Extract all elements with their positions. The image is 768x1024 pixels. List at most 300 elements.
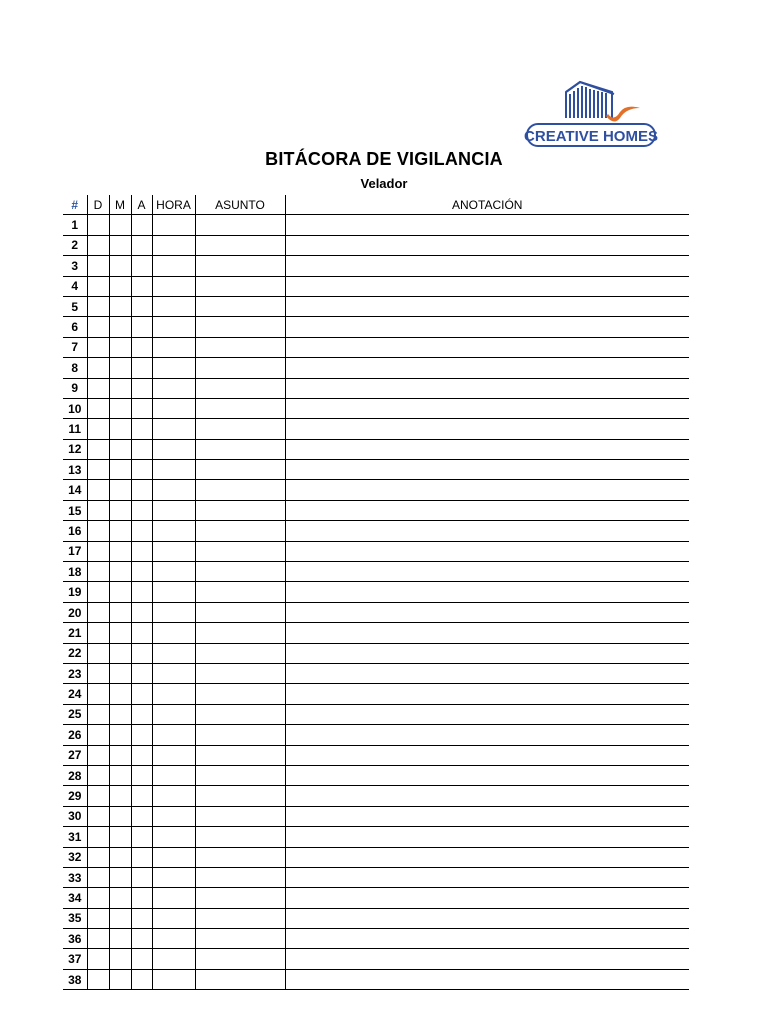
year-cell[interactable] [131, 765, 152, 785]
row-number: 2 [63, 235, 87, 255]
month-cell[interactable] [109, 215, 131, 235]
day-cell[interactable] [87, 358, 109, 378]
month-cell[interactable] [109, 827, 131, 847]
day-cell[interactable] [87, 786, 109, 806]
month-cell[interactable] [109, 500, 131, 520]
year-cell[interactable] [131, 317, 152, 337]
row-number: 16 [63, 521, 87, 541]
month-cell[interactable] [109, 256, 131, 276]
time-cell[interactable] [152, 623, 195, 643]
month-cell[interactable] [109, 969, 131, 989]
subject-cell[interactable] [195, 419, 285, 439]
subject-cell[interactable] [195, 317, 285, 337]
note-cell[interactable] [285, 480, 689, 500]
table-row [63, 867, 689, 887]
time-cell[interactable] [152, 358, 195, 378]
subject-cell[interactable] [195, 684, 285, 704]
note-cell[interactable] [285, 439, 689, 459]
day-cell[interactable] [87, 806, 109, 826]
row-number: 24 [63, 684, 87, 704]
month-cell[interactable] [109, 337, 131, 357]
month-cell[interactable] [109, 786, 131, 806]
document-subtitle: Velador [360, 176, 408, 191]
row-number: 8 [63, 358, 87, 378]
table-row [63, 847, 689, 867]
table-row [63, 317, 689, 337]
note-cell[interactable] [285, 296, 689, 316]
year-cell[interactable] [131, 623, 152, 643]
day-cell[interactable] [87, 827, 109, 847]
day-cell[interactable] [87, 969, 109, 989]
subject-cell[interactable] [195, 235, 285, 255]
table-row [63, 704, 689, 724]
day-cell[interactable] [87, 643, 109, 663]
time-cell[interactable] [152, 562, 195, 582]
month-cell[interactable] [109, 358, 131, 378]
table-row [63, 419, 689, 439]
day-cell[interactable] [87, 704, 109, 724]
time-cell[interactable] [152, 215, 195, 235]
year-cell[interactable] [131, 582, 152, 602]
time-cell[interactable] [152, 541, 195, 561]
header-time: HORA [152, 195, 195, 215]
note-cell[interactable] [285, 827, 689, 847]
year-cell[interactable] [131, 663, 152, 683]
note-cell[interactable] [285, 500, 689, 520]
year-cell[interactable] [131, 969, 152, 989]
day-cell[interactable] [87, 500, 109, 520]
time-cell[interactable] [152, 460, 195, 480]
note-cell[interactable] [285, 867, 689, 887]
time-cell[interactable] [152, 929, 195, 949]
day-cell[interactable] [87, 745, 109, 765]
month-cell[interactable] [109, 765, 131, 785]
subject-cell[interactable] [195, 663, 285, 683]
month-cell[interactable] [109, 398, 131, 418]
day-cell[interactable] [87, 317, 109, 337]
day-cell[interactable] [87, 276, 109, 296]
row-number: 31 [63, 827, 87, 847]
day-cell[interactable] [87, 908, 109, 928]
row-number: 38 [63, 969, 87, 989]
month-cell[interactable] [109, 378, 131, 398]
note-cell[interactable] [285, 684, 689, 704]
time-cell[interactable] [152, 378, 195, 398]
month-cell[interactable] [109, 745, 131, 765]
day-cell[interactable] [87, 296, 109, 316]
table-row [63, 725, 689, 745]
row-number: 27 [63, 745, 87, 765]
year-cell[interactable] [131, 296, 152, 316]
time-cell[interactable] [152, 908, 195, 928]
day-cell[interactable] [87, 867, 109, 887]
row-number: 22 [63, 643, 87, 663]
row-number: 17 [63, 541, 87, 561]
row-number: 36 [63, 929, 87, 949]
day-cell[interactable] [87, 888, 109, 908]
row-number: 18 [63, 562, 87, 582]
note-cell[interactable] [285, 276, 689, 296]
row-number: 21 [63, 623, 87, 643]
month-cell[interactable] [109, 725, 131, 745]
year-cell[interactable] [131, 460, 152, 480]
table-row [63, 765, 689, 785]
note-cell[interactable] [285, 847, 689, 867]
table-row [63, 276, 689, 296]
time-cell[interactable] [152, 419, 195, 439]
day-cell[interactable] [87, 847, 109, 867]
row-number: 12 [63, 439, 87, 459]
note-cell[interactable] [285, 623, 689, 643]
subject-cell[interactable] [195, 521, 285, 541]
subject-cell[interactable] [195, 337, 285, 357]
year-cell[interactable] [131, 745, 152, 765]
time-cell[interactable] [152, 500, 195, 520]
year-cell[interactable] [131, 929, 152, 949]
table-row [63, 827, 689, 847]
time-cell[interactable] [152, 725, 195, 745]
day-cell[interactable] [87, 602, 109, 622]
time-cell[interactable] [152, 317, 195, 337]
note-cell[interactable] [285, 562, 689, 582]
note-cell[interactable] [285, 786, 689, 806]
time-cell[interactable] [152, 337, 195, 357]
table-row [63, 949, 689, 969]
subject-cell[interactable] [195, 888, 285, 908]
month-cell[interactable] [109, 949, 131, 969]
year-cell[interactable] [131, 500, 152, 520]
day-cell[interactable] [87, 929, 109, 949]
time-cell[interactable] [152, 439, 195, 459]
row-number: 30 [63, 806, 87, 826]
table-row [63, 643, 689, 663]
time-cell[interactable] [152, 745, 195, 765]
note-cell[interactable] [285, 949, 689, 969]
subject-cell[interactable] [195, 623, 285, 643]
month-cell[interactable] [109, 562, 131, 582]
time-cell[interactable] [152, 704, 195, 724]
day-cell[interactable] [87, 439, 109, 459]
time-cell[interactable] [152, 827, 195, 847]
month-cell[interactable] [109, 541, 131, 561]
table-row [63, 358, 689, 378]
subject-cell[interactable] [195, 847, 285, 867]
year-cell[interactable] [131, 827, 152, 847]
month-cell[interactable] [109, 908, 131, 928]
note-cell[interactable] [285, 317, 689, 337]
note-cell[interactable] [285, 215, 689, 235]
day-cell[interactable] [87, 949, 109, 969]
day-cell[interactable] [87, 663, 109, 683]
year-cell[interactable] [131, 276, 152, 296]
year-cell[interactable] [131, 562, 152, 582]
table-row [63, 439, 689, 459]
note-cell[interactable] [285, 337, 689, 357]
table-row [63, 806, 689, 826]
time-cell[interactable] [152, 806, 195, 826]
subject-cell[interactable] [195, 765, 285, 785]
table-row [63, 663, 689, 683]
subject-cell[interactable] [195, 867, 285, 887]
document-title: BITÁCORA DE VIGILANCIA [265, 149, 503, 169]
table-row [63, 480, 689, 500]
year-cell[interactable] [131, 867, 152, 887]
table-row [63, 888, 689, 908]
year-cell[interactable] [131, 704, 152, 724]
day-cell[interactable] [87, 582, 109, 602]
row-number: 3 [63, 256, 87, 276]
table-row [63, 745, 689, 765]
log-table [63, 195, 689, 990]
table-row [63, 786, 689, 806]
month-cell[interactable] [109, 663, 131, 683]
day-cell[interactable] [87, 562, 109, 582]
note-cell[interactable] [285, 521, 689, 541]
time-cell[interactable] [152, 684, 195, 704]
month-cell[interactable] [109, 806, 131, 826]
day-cell[interactable] [87, 419, 109, 439]
time-cell[interactable] [152, 582, 195, 602]
note-cell[interactable] [285, 541, 689, 561]
day-cell[interactable] [87, 256, 109, 276]
month-cell[interactable] [109, 623, 131, 643]
time-cell[interactable] [152, 888, 195, 908]
note-cell[interactable] [285, 460, 689, 480]
time-cell[interactable] [152, 256, 195, 276]
header-number: # [63, 195, 87, 215]
row-number: 6 [63, 317, 87, 337]
year-cell[interactable] [131, 725, 152, 745]
row-number: 11 [63, 419, 87, 439]
row-number: 1 [63, 215, 87, 235]
year-cell[interactable] [131, 358, 152, 378]
time-cell[interactable] [152, 786, 195, 806]
header-year: A [131, 195, 152, 215]
subject-cell[interactable] [195, 908, 285, 928]
note-cell[interactable] [285, 745, 689, 765]
time-cell[interactable] [152, 398, 195, 418]
subject-cell[interactable] [195, 786, 285, 806]
subject-cell[interactable] [195, 378, 285, 398]
table-row [63, 929, 689, 949]
day-cell[interactable] [87, 541, 109, 561]
subject-cell[interactable] [195, 969, 285, 989]
row-number: 10 [63, 398, 87, 418]
time-cell[interactable] [152, 867, 195, 887]
subject-cell[interactable] [195, 296, 285, 316]
year-cell[interactable] [131, 908, 152, 928]
day-cell[interactable] [87, 684, 109, 704]
note-cell[interactable] [285, 582, 689, 602]
note-cell[interactable] [285, 235, 689, 255]
creative-homes-logo [522, 78, 660, 150]
subject-cell[interactable] [195, 276, 285, 296]
row-number: 35 [63, 908, 87, 928]
year-cell[interactable] [131, 256, 152, 276]
time-cell[interactable] [152, 847, 195, 867]
month-cell[interactable] [109, 317, 131, 337]
row-number: 26 [63, 725, 87, 745]
table-row [63, 623, 689, 643]
table-row [63, 562, 689, 582]
year-cell[interactable] [131, 602, 152, 622]
subject-cell[interactable] [195, 745, 285, 765]
month-cell[interactable] [109, 235, 131, 255]
month-cell[interactable] [109, 582, 131, 602]
note-cell[interactable] [285, 908, 689, 928]
note-cell[interactable] [285, 806, 689, 826]
subject-cell[interactable] [195, 541, 285, 561]
month-cell[interactable] [109, 684, 131, 704]
year-cell[interactable] [131, 480, 152, 500]
time-cell[interactable] [152, 663, 195, 683]
month-cell[interactable] [109, 929, 131, 949]
note-cell[interactable] [285, 663, 689, 683]
month-cell[interactable] [109, 460, 131, 480]
year-cell[interactable] [131, 541, 152, 561]
subject-cell[interactable] [195, 929, 285, 949]
note-cell[interactable] [285, 704, 689, 724]
note-cell[interactable] [285, 602, 689, 622]
table-row [63, 398, 689, 418]
month-cell[interactable] [109, 439, 131, 459]
month-cell[interactable] [109, 704, 131, 724]
month-cell[interactable] [109, 888, 131, 908]
subject-cell[interactable] [195, 256, 285, 276]
month-cell[interactable] [109, 521, 131, 541]
note-cell[interactable] [285, 256, 689, 276]
year-cell[interactable] [131, 949, 152, 969]
subject-cell[interactable] [195, 827, 285, 847]
note-cell[interactable] [285, 398, 689, 418]
day-cell[interactable] [87, 460, 109, 480]
day-cell[interactable] [87, 398, 109, 418]
note-cell[interactable] [285, 888, 689, 908]
subject-cell[interactable] [195, 643, 285, 663]
subject-cell[interactable] [195, 562, 285, 582]
row-number: 19 [63, 582, 87, 602]
subject-cell[interactable] [195, 460, 285, 480]
time-cell[interactable] [152, 602, 195, 622]
note-cell[interactable] [285, 419, 689, 439]
header-note: ANOTACIÓN [285, 195, 689, 215]
subject-cell[interactable] [195, 215, 285, 235]
table-row [63, 378, 689, 398]
year-cell[interactable] [131, 521, 152, 541]
year-cell[interactable] [131, 215, 152, 235]
note-cell[interactable] [285, 969, 689, 989]
subject-cell[interactable] [195, 358, 285, 378]
header-month: M [109, 195, 131, 215]
subject-cell[interactable] [195, 949, 285, 969]
month-cell[interactable] [109, 276, 131, 296]
day-cell[interactable] [87, 235, 109, 255]
time-cell[interactable] [152, 765, 195, 785]
day-cell[interactable] [87, 765, 109, 785]
subject-cell[interactable] [195, 439, 285, 459]
year-cell[interactable] [131, 684, 152, 704]
year-cell[interactable] [131, 235, 152, 255]
row-number: 5 [63, 296, 87, 316]
year-cell[interactable] [131, 888, 152, 908]
day-cell[interactable] [87, 725, 109, 745]
year-cell[interactable] [131, 378, 152, 398]
year-cell[interactable] [131, 786, 152, 806]
time-cell[interactable] [152, 643, 195, 663]
note-cell[interactable] [285, 765, 689, 785]
row-number: 28 [63, 765, 87, 785]
day-cell[interactable] [87, 623, 109, 643]
table-row [63, 215, 689, 235]
header-subject: ASUNTO [195, 195, 285, 215]
day-cell[interactable] [87, 480, 109, 500]
month-cell[interactable] [109, 643, 131, 663]
subject-cell[interactable] [195, 500, 285, 520]
subject-cell[interactable] [195, 806, 285, 826]
time-cell[interactable] [152, 276, 195, 296]
year-cell[interactable] [131, 337, 152, 357]
month-cell[interactable] [109, 419, 131, 439]
year-cell[interactable] [131, 439, 152, 459]
table-row [63, 541, 689, 561]
subject-cell[interactable] [195, 480, 285, 500]
time-cell[interactable] [152, 480, 195, 500]
time-cell[interactable] [152, 969, 195, 989]
note-cell[interactable] [285, 725, 689, 745]
time-cell[interactable] [152, 296, 195, 316]
year-cell[interactable] [131, 847, 152, 867]
year-cell[interactable] [131, 643, 152, 663]
subject-cell[interactable] [195, 582, 285, 602]
subject-cell[interactable] [195, 704, 285, 724]
time-cell[interactable] [152, 235, 195, 255]
year-cell[interactable] [131, 398, 152, 418]
table-row [63, 296, 689, 316]
svg-text:CREATIVE HOMES: CREATIVE HOMES [524, 128, 658, 145]
year-cell[interactable] [131, 806, 152, 826]
row-number: 25 [63, 704, 87, 724]
row-number: 32 [63, 847, 87, 867]
month-cell[interactable] [109, 847, 131, 867]
table-row [63, 684, 689, 704]
year-cell[interactable] [131, 419, 152, 439]
time-cell[interactable] [152, 949, 195, 969]
row-number: 9 [63, 378, 87, 398]
month-cell[interactable] [109, 602, 131, 622]
table-row [63, 235, 689, 255]
month-cell[interactable] [109, 867, 131, 887]
time-cell[interactable] [152, 521, 195, 541]
day-cell[interactable] [87, 521, 109, 541]
table-row [63, 500, 689, 520]
note-cell[interactable] [285, 643, 689, 663]
note-cell[interactable] [285, 358, 689, 378]
day-cell[interactable] [87, 337, 109, 357]
day-cell[interactable] [87, 378, 109, 398]
subject-cell[interactable] [195, 725, 285, 745]
day-cell[interactable] [87, 215, 109, 235]
subject-cell[interactable] [195, 602, 285, 622]
table-row [63, 602, 689, 622]
subject-cell[interactable] [195, 398, 285, 418]
note-cell[interactable] [285, 378, 689, 398]
row-number: 13 [63, 460, 87, 480]
month-cell[interactable] [109, 296, 131, 316]
table-row [63, 256, 689, 276]
row-number: 34 [63, 888, 87, 908]
month-cell[interactable] [109, 480, 131, 500]
note-cell[interactable] [285, 929, 689, 949]
